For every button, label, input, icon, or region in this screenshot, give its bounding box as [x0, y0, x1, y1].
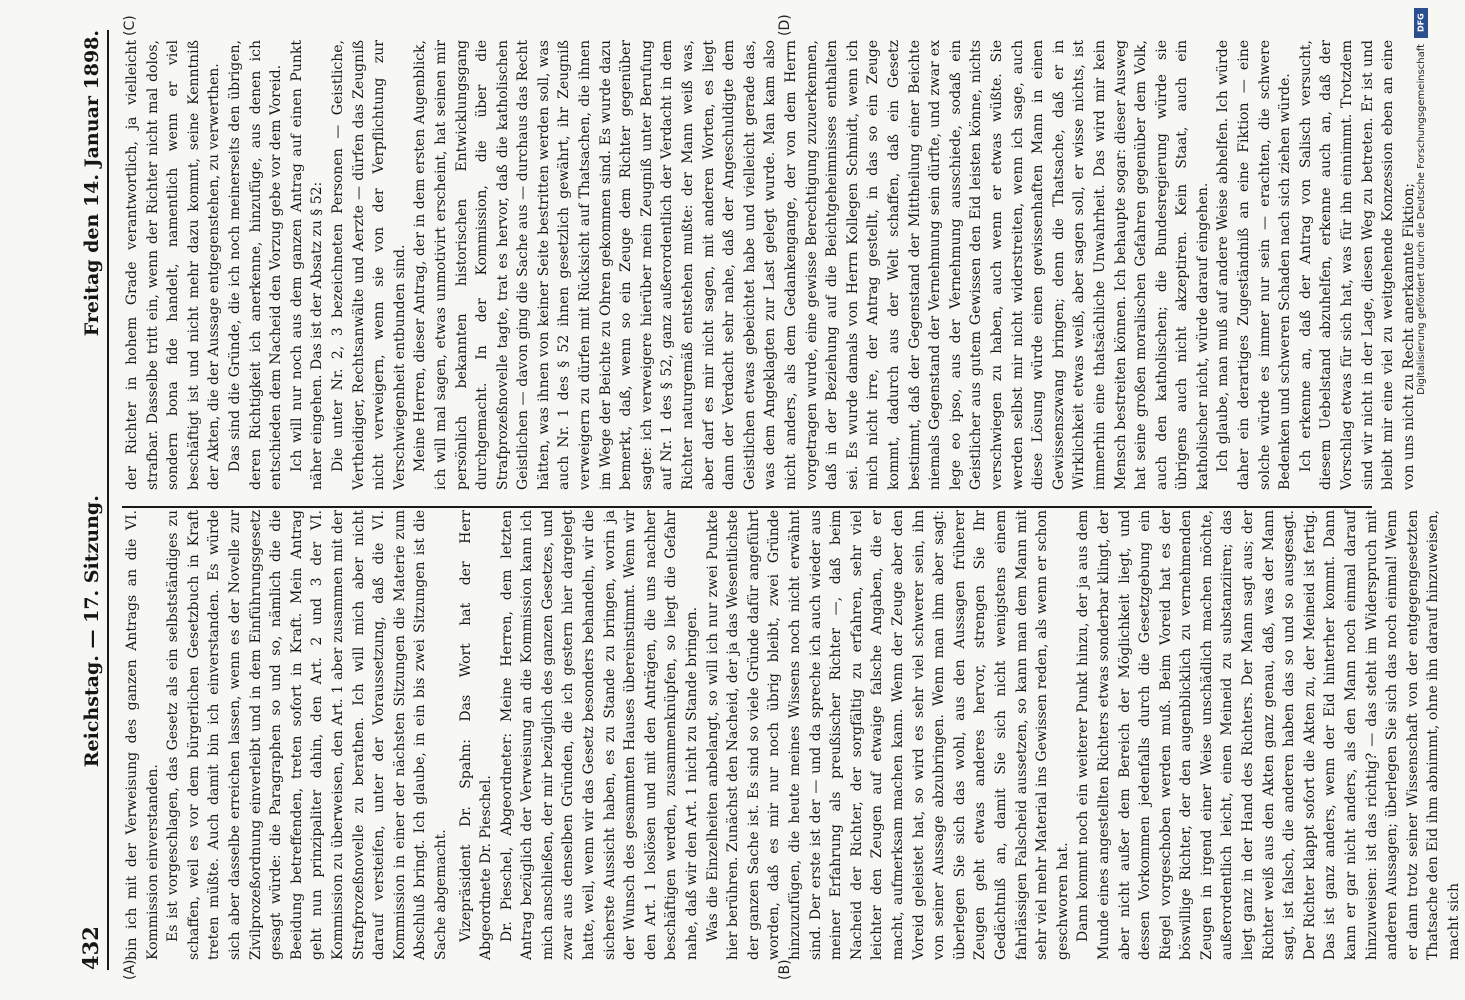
paragraph: Ich glaube, man muß auf andere Weise abhelfen. Ich würde daher ein derartiges Zugeständniß an eine Fiktion — eine solche würde es immer nur sein — erachten, die schwere Bedenken und schweren Schaden nach sich ziehen würde. — [1215, 40, 1294, 490]
paragraph: Ich will nur noch aus dem ganzen Antrag auf einen Punkt näher eingehen. Das ist der Absatz zu § 52: — [288, 40, 326, 490]
session-date: Freitag den 14. Januar 1898. — [81, 30, 103, 337]
paragraph: Meine Herren, dieser Antrag, der in dem ersten Augenblick, ich will mal sagen, etwas unmotivirt erscheint, hat seinen mir persönlich bekannten historischen Entwicklungsgang durchgemacht. In der Kommission, die über die Strafprozeßnovelle tagte, trat es hervor, daß die katholischen Geistlichen — davon ging die Sache aus — durchaus das Recht hätten, was ihnen von keiner Seite bestritten werden soll, was auch Nr. 1 des § 52 ihnen gesetzlich gewährt, ihr Zeugniß verweigern zu dürfen mit Rücksicht auf Thatsachen, die ihnen im Wege der Beichte zu Ohren gekommen sind. Es wurde dazu bemerkt, daß, wenn so ein Zeuge dem Richter gegenüber sagte: ich verweigere hierüber mein Zeugniß unter Berufung auf Nr. 1 des § 52, ganz außerordentlich der Verdacht in dem Richter naturgemäß entstehen mußte: der Mann weiß was, aber darf es mir nicht sagen, mit anderen Worten, es liegt dann der Verdacht sehr nahe, daß der Angeschuldigte dem Geistlichen etwas gebeichtet habe und vielleicht gerade das, was dem Angeklagten zur Last gelegt wurde. Man kam also nicht anders, als dem Gedankengange, der von dem Herrn vorgetragen wurde, eine gewisse Berechtigung zuzuerkennen, daß in der Beziehung auf die Beichtgeheimnisses enthalten sei. Es wurde damals von Herrn Kollegen Schmidt, wenn ich mich nicht irre, der Antrag gestellt, in das so ein Zeuge kommt, dadurch aus der Welt schaffen, daß ein Gesetz bestimmt, daß der Gegenstand der Mittheilung einer Beichte niemals Gegenstand der Vernehmung sein dürfte, und zwar ex lege eo ipso, aus der Vernehmung ausschiede, sodaß ein Geistlicher aus gutem Gewissen den Eid leisten könne, nichts verschwiegen zu haben, auch wenn er etwas wüßte. Sie werden selbst mir nicht widerstreiten, wenn ich sage, auch diese Lösung würde einen gewissenhaften Mann in einen Gewissenszwang bringen; denn die Thatsache, daß er in Wirklichkeit etwas weiß, aber sagen soll, er wisse nichts, ist immerhin eine thatsächliche Unwahrheit. Das wird mir kein Mensch bestreiten können. Ich behaupte sogar: dieser Ausweg hat seine großen moralischen Gefahren gegenüber dem Volk, auch den katholischen; die Bundesregierung würde sie übrigens auch nicht akzeptiren. Kein Staat, auch ein katholischer nicht, würde darauf eingehen. — [412, 40, 1211, 490]
quoted-provision: Die unter Nr. 2, 3 bezeichneten Personen — Geistliche, Vertheidiger, Rechtsanwälte und Aerzte — dürfen das Zeugniß nicht verweigern, wenn sie von der Verpflichtung zur Verschwiegenheit entbunden sind. — [329, 40, 408, 490]
paragraph: Das sind die Gründe, die ich noch meinerseits den übrigen, deren Richtigkeit ich anerkenne, hinzufüge, aus denen ich entschieden dem Nacheid den Vorzug gebe vor dem Voreid. — [226, 40, 285, 490]
page-header — [67, 30, 103, 970]
digitization-credit: Digitalisierung gefördert durch die Deutsche Forschungsgemeinschaft — [1415, 44, 1427, 395]
session-title: Reichstag. — 17. Sitzung. — [81, 495, 103, 768]
paragraph: der Richter in hohem Grade verantwortlich, ja vielleicht strafbar. Dasselbe tritt ein, wenn der Richter nicht mal dolos, sondern bona fide handelt, namentlich wenn er viel beschäftigt ist und nicht mehr dazu kommt, seine Kenntniß der Akten, die der Aussage entgegenstehen, zu verwerthen. — [124, 40, 223, 490]
left-column — [122, 510, 1462, 960]
paragraph: Dr. Pieschel, Abgeordneter: Meine Herren, dem letzten Antrag bezüglich der Verweisung an die Kommission kann ich mich anschließen, der mir bezüglich des ganzen Gesetzes, und zwar aus denselben Gründen, die ich gestern hier dargelegt hatte, weil, wenn wir das Gesetz besonders behandeln, wir die sicherste Aussicht haben, es zu Stande zu bringen, worin ja der Wunsch des gesammten Hauses übereinstimmt. Wenn wir den Art. 1 loslösen und mit den Anträgen, die uns nachher beschäftigen werden, zusammenknüpfen, so liegt die Gefahr nahe, daß wir den Art. 1 nicht zu Stande bringen. — [498, 510, 701, 960]
margin-marker-b: (B) — [777, 959, 793, 980]
paragraph: Was die Einzelheiten anbelangt, so will ich nur zwei Punkte hier berühren. Zunächst den Nacheid, der ja das Wesentlichste der ganzen Sache ist. Es sind so viele Gründe dafür angeführt worden, daß es mir nur noch übrig bleibt, zwei Gründe hinzuzufügen, die heute meines Wissens noch nicht erwähnt sind. Der erste ist der — und da spreche ich auch wieder aus meiner Erfahrung als preußischer Richter —, daß beim Nacheid der Richter, der sorgfältig zu erfahren, sehr viel leichter den Zeugen auf etwaige falsche Angaben, die er macht, aufmerksam machen kann. Wenn der Zeuge aber den Voreid geleistet hat, so wird es sehr viel schwerer sein, ihn von seiner Aussage abzubringen. Wenn man ihm aber sagt: überlegen Sie sich das wohl, aus den Aussagen früherer Zeugen geht etwas anderes hervor, strengen Sie Ihr Gedächtniß an, damit Sie sich nicht wenigstens einem fahrlässigen Falscheid aussetzen, so kann man dem Mann mit sehr viel mehr Material ins Gewissen reden, als wenn er schon geschworen hat. — [704, 510, 1071, 960]
header-rule — [107, 30, 109, 970]
paragraph: Dann kommt noch ein weiterer Punkt hinzu, der ja aus dem Munde eines angestellten Richters etwas sonderbar klingt, der aber nicht außer dem Bereich der Möglichkeit liegt, und dessen Vorkommen jedenfalls durch die Gesetzgebung ein Riegel vorgeschoben werden muß. Beim Voreid hat es der böswillige Richter, der den augenblicklich zu vernehmenden Zeugen in irgend einer Weise unschädlich machen möchte, außerordentlich leicht, einen Meineid zu substanziiren; das liegt ganz in der Hand des Richters. Der Mann sagt aus; der Richter weiß aus den Akten ganz genau, daß, was der Mann sagt, ist falsch, die anderen haben das so und so ausgesagt. Der Richter klappt sofort die Akten zu, der Meineid ist fertig. Das ist ganz anders, wenn der Eid hinterher kommt. Dann kann er gar nicht anders, als den Mann noch einmal darauf hinzuweisen: ist das richtig? — das steht im Widerspruch mit anderen Aussagen; überlegen Sie sich das noch einmal! Wenn er dann trotz seiner Wissenschaft von der entgegengesetzten Thatsache den Eid ihm abnimmt, ohne ihn darauf hinzuweisen, macht sich — [1075, 510, 1462, 960]
paragraph: Es ist vorgeschlagen, das Gesetz als ein selbstständiges zu schaffen, weil es vor dem bürgerlichen Gesetzbuch in Kraft treten müßte. Auch damit bin ich einverstanden. Es würde sich aber dasselbe erreichen lassen, wenn es der Novelle zur Zivilprozeßordnung einverleibt und in dem Einführungsgesetz gesagt würde: die Paragraphen so und so, nämlich die die Beeidung betreffenden, treten sofort in Kraft. Mein Antrag geht nun prinzipaliter dahin, den Art. 2 und 3 der VI. Kommission zu überweisen, den Art. 1 aber zusammen mit der Strafprozeßnovelle zu berathen. Ich will mich aber nicht darauf versteifen, unter der Voraussetzung, daß die VI. Kommission in einer der nächsten Sitzungen die Materie zum Abschluß bringt. Ich glaube, in ein bis zwei Sitzungen ist die Sache abgemacht. — [165, 510, 449, 960]
margin-marker-c: (C) — [122, 15, 138, 36]
margin-marker-d: (D) — [777, 14, 793, 36]
dfg-sidebar — [1412, 8, 1430, 992]
column-rule — [122, 506, 1372, 508]
paragraph: bin ich mit der Verweisung des ganzen Antrags an die VI. Kommission einverstanden. — [124, 510, 161, 960]
dfg-logo: DFG — [1414, 8, 1428, 38]
right-column — [122, 40, 1417, 490]
paragraph: Ich erkenne an, daß der Antrag von Salisch versucht, diesem Uebelstand abzuhelfen, erkenne auch an, daß der Vorschlag etwas für sich hat, was für ihn einnimmt. Trotzdem sind wir nicht in der Lage, diesen Weg zu betreten. Er ist und bleibt mir eine viel zu weitgehende Konzession eben an eine von uns nicht zu Recht anerkannte Fiktion; — [1297, 40, 1417, 490]
margin-marker-a: (A) — [122, 959, 138, 980]
page-number: 432 — [78, 926, 103, 970]
speaker-line: Vizepräsident Dr. Spahn: Das Wort hat der Herr Abgeordnete Dr. Pieschel. — [457, 510, 495, 960]
